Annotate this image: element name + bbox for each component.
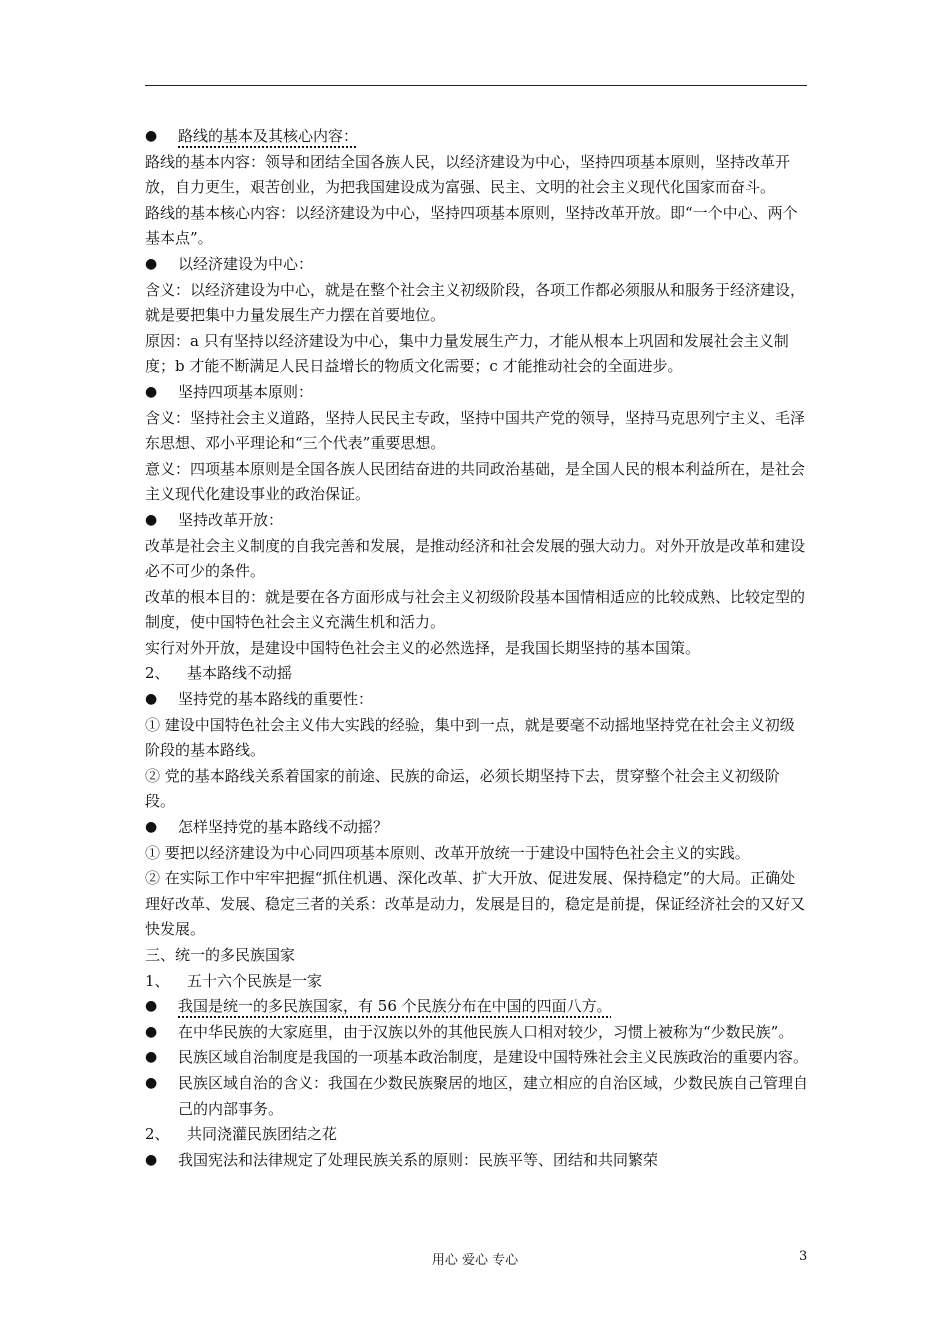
section-heading [145,1122,809,1148]
section-number: 2、 [145,664,170,683]
bullet-icon: ● [145,255,158,272]
section-heading [145,969,809,995]
paragraph: 含义：坚持社会主义道路，坚持人民民主专政，坚持中国共产党的领导，坚持马克思列宁主义、毛泽东思想、邓小平理论和“三个代表”重要思想。 [145,408,806,453]
bullet-text: 路线的基本及其核心内容： [178,127,359,145]
paragraph: ② 党的基本路线关系着国家的前途、民族的命运，必须长期坚持下去，贯穿整个社会主义初级阶段。 [145,766,780,811]
page-number: 3 [799,1249,808,1264]
bullet-text: 我国宪法和法律规定了处理民族关系的原则：民族平等、团结和共同繁荣 [178,1150,659,1169]
bullet-text: 民族区域自治制度是我国的一项基本政治制度，是建设中国特殊社会主义民族政治的重要内容。 [178,1048,809,1067]
bullet-item [145,1071,809,1122]
paragraph: ② 在实际工作中牢牢把握“抓住机遇、深化改革、扩大开放、促进发展、保持稳定”的大局。正确处理好改革、发展、稳定三者的关系：改革是动力，发展是目的，稳定是前提，保证经济社会的又好又快发展。 [145,869,806,939]
bullet-item [145,1148,809,1174]
bullet-item [145,508,809,534]
bullet-icon: ● [145,511,158,528]
paragraph: 路线的基本内容：领导和团结全国各族人民，以经济建设为中心，坚持四项基本原则，坚持改革开放，自力更生，艰苦创业，为把我国建设成为富强、民主、文明的社会主义现代化国家而奋斗。 [145,152,791,197]
section-title: 基本路线不动摇 [187,664,293,683]
document-body [145,124,809,1173]
bullet-text: 坚持改革开放： [178,510,284,529]
bullet-icon: ● [145,819,158,836]
bullet-item [145,815,809,841]
bullet-item [145,124,809,150]
section-title: 共同浇灌民族团结之花 [187,1125,338,1144]
paragraph: ① 建设中国特色社会主义伟大实践的经验，集中到一点，就是要毫不动摇地坚持党在社会主义初级阶段的基本路线。 [145,715,795,760]
paragraph: 改革的根本目的：就是要在各方面形成与社会主义初级阶段基本国情相适应的比较成熟、比较定型的制度，使中国特色社会主义充满生机和活力。 [145,587,806,632]
paragraph: 含义：以经济建设为中心，就是在整个社会主义初级阶段，各项工作都必须服从和服务于经济建设，就是要把集中力量发展生产力摆在首要地位。 [145,280,806,325]
bullet-item [145,380,809,406]
paragraph: 意义：四项基本原则是全国各族人民团结奋进的共同政治基础，是全国人民的根本利益所在，是社会主义现代化建设事业的政治保证。 [145,459,806,504]
section-number: 1、 [145,971,170,990]
bullet-text: 我国是统一的多民族国家，有 56 个民族分布在中国的四面八方。 [178,997,612,1016]
bullet-icon: ● [145,998,158,1015]
header-rule [145,85,807,86]
paragraph: 实行对外开放，是建设中国特色社会主义的必然选择，是我国长期坚持的基本国策。 [145,638,701,657]
bullet-icon: ● [145,691,158,708]
paragraph: 路线的基本核心内容：以经济建设为中心，坚持四项基本原则，坚持改革开放。即“一个中心、两个基本点”。 [145,203,798,248]
paragraph: ① 要把以经济建设为中心同四项基本原则、改革开放统一于建设中国特色社会主义的实践。 [145,843,750,862]
bullet-icon: ● [145,1151,158,1168]
chapter-heading: 三、统一的多民族国家 [145,946,296,964]
section-title: 五十六个民族是一家 [187,971,323,990]
bullet-text: 怎样坚持党的基本路线不动摇？ [178,818,389,837]
bullet-item [145,1045,809,1071]
bullet-item [145,252,809,278]
bullet-icon: ● [145,383,158,400]
bullet-text: 民族区域自治的含义：我国在少数民族聚居的地区，建立相应的自治区域，少数民族自己管理自己的内部事务。 [178,1073,809,1118]
bullet-icon: ● [145,1023,158,1040]
bullet-icon: ● [145,1049,158,1066]
bullet-item [145,687,809,713]
bullet-text: 以经济建设为中心： [178,254,314,273]
bullet-text: 在中华民族的大家庭里，由于汉族以外的其他民族人口相对较少，习惯上被称为“少数民族”。 [178,1022,794,1041]
bullet-item [145,994,809,1020]
bullet-text: 坚持党的基本路线的重要性： [178,690,374,709]
section-number: 2、 [145,1125,170,1144]
bullet-item [145,1020,809,1046]
paragraph: 原因：a 只有坚持以经济建设为中心，集中力量发展生产力，才能从根本上巩固和发展社会主义制度；b 才能不断满足人民日益增长的物质文化需要；c 才能推动社会的全面进步。 [145,331,789,376]
bullet-icon: ● [145,128,158,144]
bullet-text: 坚持四项基本原则： [178,382,314,401]
section-heading [145,661,809,687]
paragraph: 改革是社会主义制度的自我完善和发展，是推动经济和社会发展的强大动力。对外开放是改革和建设必不可少的条件。 [145,536,806,581]
footer-slogan: 用心 爱心 专心 [431,1253,519,1268]
bullet-icon: ● [145,1074,158,1091]
